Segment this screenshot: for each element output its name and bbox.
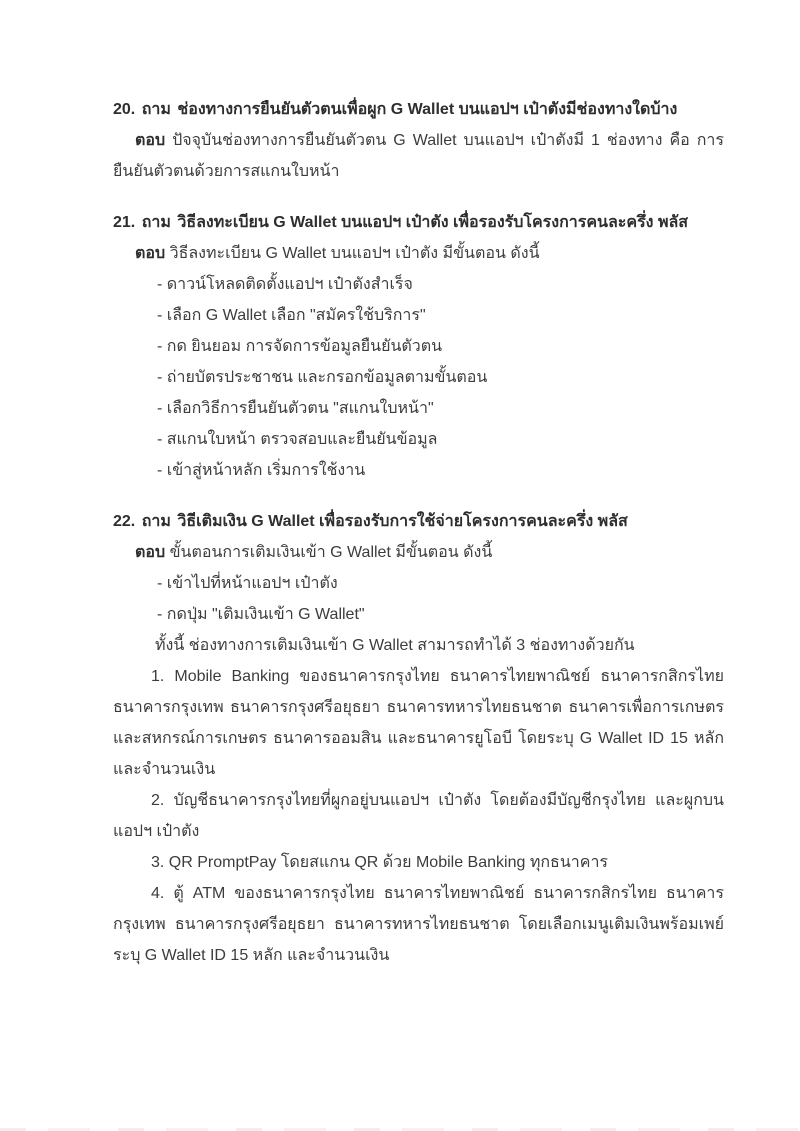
question-text: วิธีลงทะเบียน G Wallet บนแอปฯ เป๋าตัง เพื่อรองรับโครงการคนละครึ่ง พลัส: [177, 214, 689, 231]
step-item: - สแกนใบหน้า ตรวจสอบและยืนยันข้อมูล: [157, 431, 438, 448]
step-item: - ถ่ายบัตรประชาชน และกรอกข้อมูลตามขั้นตอน: [157, 369, 488, 386]
step-item: - กด ยินยอม การจัดการข้อมูลยืนยันตัวตน: [157, 338, 443, 355]
answer-paragraph: [113, 537, 724, 568]
question-line: [113, 506, 724, 537]
question-line: [113, 94, 724, 125]
step-item: - ดาวน์โหลดติดตั้งแอปฯ เป๋าตังสำเร็จ: [157, 276, 413, 293]
answer-text: ปัจจุบันช่องทางการยืนยันตัวตน G Wallet บนแอปฯ เป๋าตังมี 1 ช่องทาง คือ การยืนยันตัวตนด้วยการสแกนใบหน้า: [113, 132, 724, 180]
channels-lead-in: ทั้งนี้ ช่องทางการเติมเงินเข้า G Wallet สามารถทำได้ 3 ช่องทางด้วยกัน: [155, 637, 635, 654]
channel-item: 3. QR PromptPay โดยสแกน QR ด้วย Mobile Banking ทุกธนาคาร: [151, 854, 609, 871]
answer-paragraph: [113, 238, 724, 269]
step-item: - เลือกวิธีการยืนยันตัวตน "สแกนใบหน้า": [157, 400, 434, 417]
step-item: - กดปุ่ม "เติมเงินเข้า G Wallet": [157, 606, 365, 623]
question-label: ถาม: [141, 214, 171, 231]
question-number: 21.: [113, 214, 136, 231]
question-label: ถาม: [141, 101, 171, 118]
answer-text: ขั้นตอนการเติมเงินเข้า G Wallet มีขั้นตอน ดังนี้: [169, 544, 493, 561]
question-label: ถาม: [141, 513, 171, 530]
answer-paragraph: [113, 125, 724, 187]
channel-item: 2. บัญชีธนาคารกรุงไทยที่ผูกอยู่บนแอปฯ เป๋าตัง โดยต้องมีบัญชีกรุงไทย และผูกบนแอปฯ เป๋าตัง: [113, 792, 724, 840]
step-item: - เข้าไปที่หน้าแอปฯ เป๋าตัง: [157, 575, 338, 592]
question-number: 22.: [113, 513, 136, 530]
step-item: - เข้าสู่หน้าหลัก เริ่มการใช้งาน: [157, 462, 366, 479]
answer-label: ตอบ: [135, 132, 166, 149]
faq-item-20: [113, 94, 724, 187]
question-text: ช่องทางการยืนยันตัวตนเพื่อผูก G Wallet บนแอปฯ เป๋าตังมีช่องทางใดบ้าง: [177, 101, 678, 118]
channel-item: 4. ตู้ ATM ของธนาคารกรุงไทย ธนาคารไทยพาณิชย์ ธนาคารกสิกรไทย ธนาคารกรุงเทพ ธนาคารกรุงศรีอยุธยา ธนาคารทหารไทยธนชาต โดยเลือกเมนูเติมเงินพร้อมเพย์ ระบุ G Wallet ID 15 หลัก และจำนวนเงิน: [113, 885, 724, 964]
question-text: วิธีเติมเงิน G Wallet เพื่อรองรับการใช้จ่ายโครงการคนละครึ่ง พลัส: [177, 513, 628, 530]
answer-text: วิธีลงทะเบียน G Wallet บนแอปฯ เป๋าตัง มีขั้นตอน ดังนี้: [169, 245, 540, 262]
faq-item-22: [113, 506, 724, 971]
answer-label: ตอบ: [135, 245, 166, 262]
faq-item-21: [113, 207, 724, 486]
channel-item: 1. Mobile Banking ของธนาคารกรุงไทย ธนาคารไทยพาณิชย์ ธนาคารกสิกรไทย ธนาคารกรุงเทพ ธนาคารกรุงศรีอยุธยา ธนาคารทหารไทยธนชาต ธนาคารเพื่อการเกษตรและสหกรณ์การเกษตร ธนาคารออมสิน และธนาคารยูโอบี โดยระบุ G Wallet ID 15 หลัก และจำนวนเงิน: [113, 668, 724, 778]
faq-content: [113, 94, 724, 971]
answer-label: ตอบ: [135, 544, 166, 561]
question-number: 20.: [113, 101, 136, 118]
step-item: - เลือก G Wallet เลือก "สมัครใช้บริการ": [157, 307, 426, 324]
question-line: [113, 207, 724, 238]
